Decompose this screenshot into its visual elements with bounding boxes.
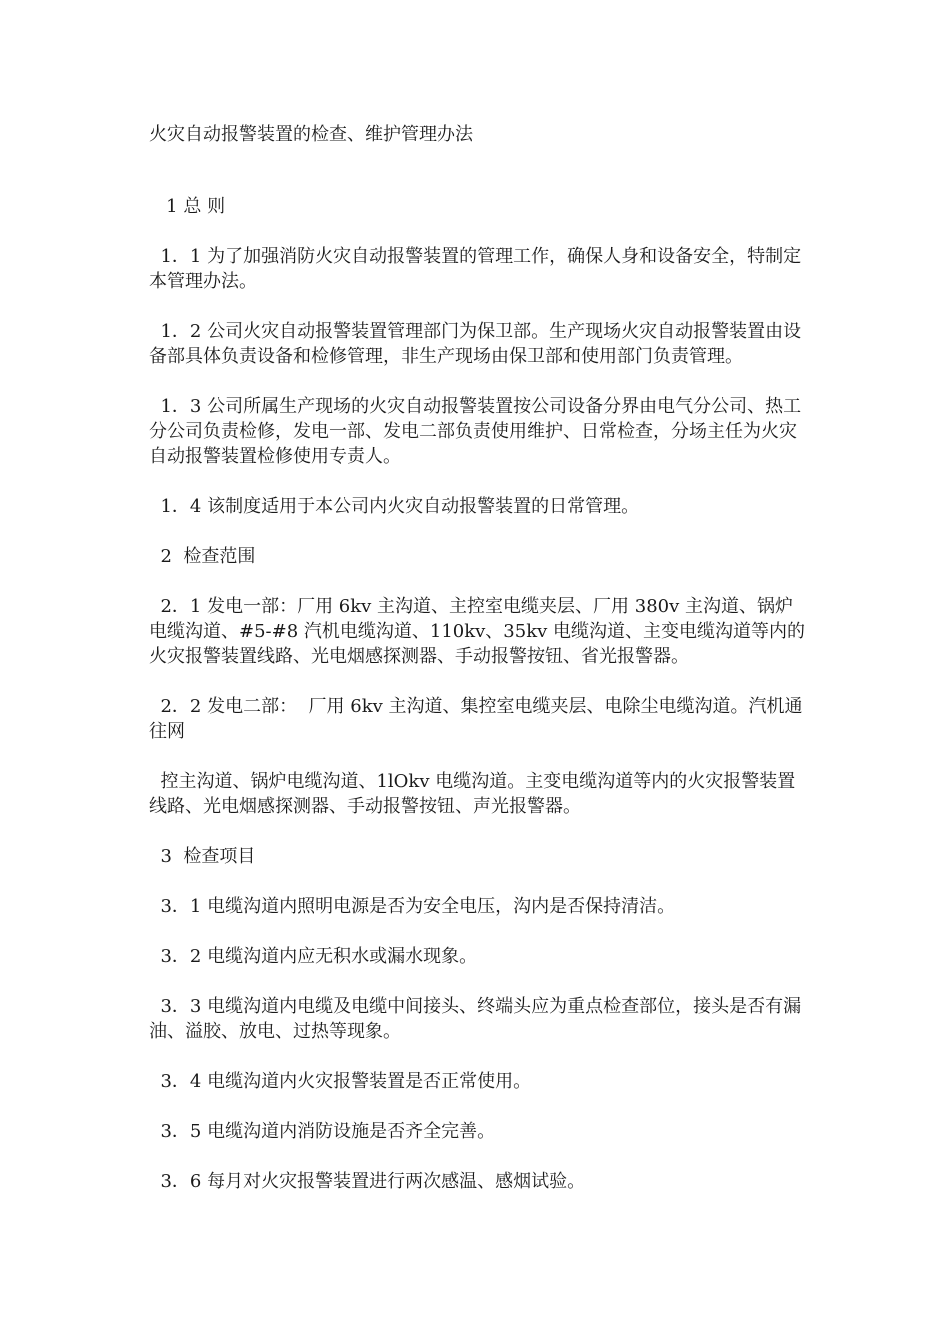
document-body (149, 122, 809, 1219)
paragraph-1-2: 1．2 公司火灾自动报警装置管理部门为保卫部。生产现场火灾自动报警装置由设备部具体负责设备和检修管理，非生产现场由保卫部和使用部门负责管理。 (149, 321, 802, 367)
paragraph-3-1: 3．1 电缆沟道内照明电源是否为安全电压，沟内是否保持清洁。 (149, 896, 676, 917)
section-heading-2: 2 检查范围 (149, 546, 256, 567)
paragraph-3-3: 3．3 电缆沟道内电缆及电缆中间接头、终端头应为重点检查部位，接头是否有漏油、溢胶、放电、过热等现象。 (149, 996, 802, 1042)
document-title: 火灾自动报警装置的检查、维护管理办法 (149, 124, 473, 145)
paragraph-3-5: 3．5 电缆沟道内消防设施是否齐全完善。 (149, 1121, 496, 1142)
section-heading-3: 3 检查项目 (149, 846, 256, 867)
paragraph-3-4: 3．4 电缆沟道内火灾报警装置是否正常使用。 (149, 1071, 532, 1092)
paragraph-3-2: 3．2 电缆沟道内应无积水或漏水现象。 (149, 946, 478, 967)
paragraph-2-2: 2．2 发电二部： 厂用 6kv 主沟道、集控室电缆夹层、电除尘电缆沟道。汽机通往网 (149, 696, 803, 742)
paragraph-1-3: 1．3 公司所属生产现场的火灾自动报警装置按公司设备分界由电气分公司、热工分公司负责检修，发电一部、发电二部负责使用维护、日常检查，分场主任为火灾自动报警装置检修使用专责人。 (149, 396, 802, 467)
paragraph-2-2-continued: 控主沟道、锅炉电缆沟道、1lOkv 电缆沟道。主变电缆沟道等内的火灾报警装置线路、光电烟感探测器、手动报警按钮、声光报警器。 (149, 771, 796, 817)
paragraph-1-4: 1．4 该制度适用于本公司内火灾自动报警装置的日常管理。 (149, 496, 640, 517)
section-heading-1: 1 总 则 (149, 196, 226, 217)
paragraph-2-1: 2．1 发电一部：厂用 6kv 主沟道、主控室电缆夹层、厂用 380v 主沟道、锅炉电缆沟道、#5-#8 汽机电缆沟道、110kv、35kv 电缆沟道、主变电缆沟道等内的火灾报警装置线路、光电烟感探测器、手动报警按钮、省光报警器。 (149, 596, 806, 667)
paragraph-3-6: 3．6 每月对火灾报警装置进行两次感温、感烟试验。 (149, 1171, 586, 1192)
paragraph-1-1: 1．1 为了加强消防火灾自动报警装置的管理工作，确保人身和设备安全，特制定本管理办法。 (149, 246, 802, 292)
